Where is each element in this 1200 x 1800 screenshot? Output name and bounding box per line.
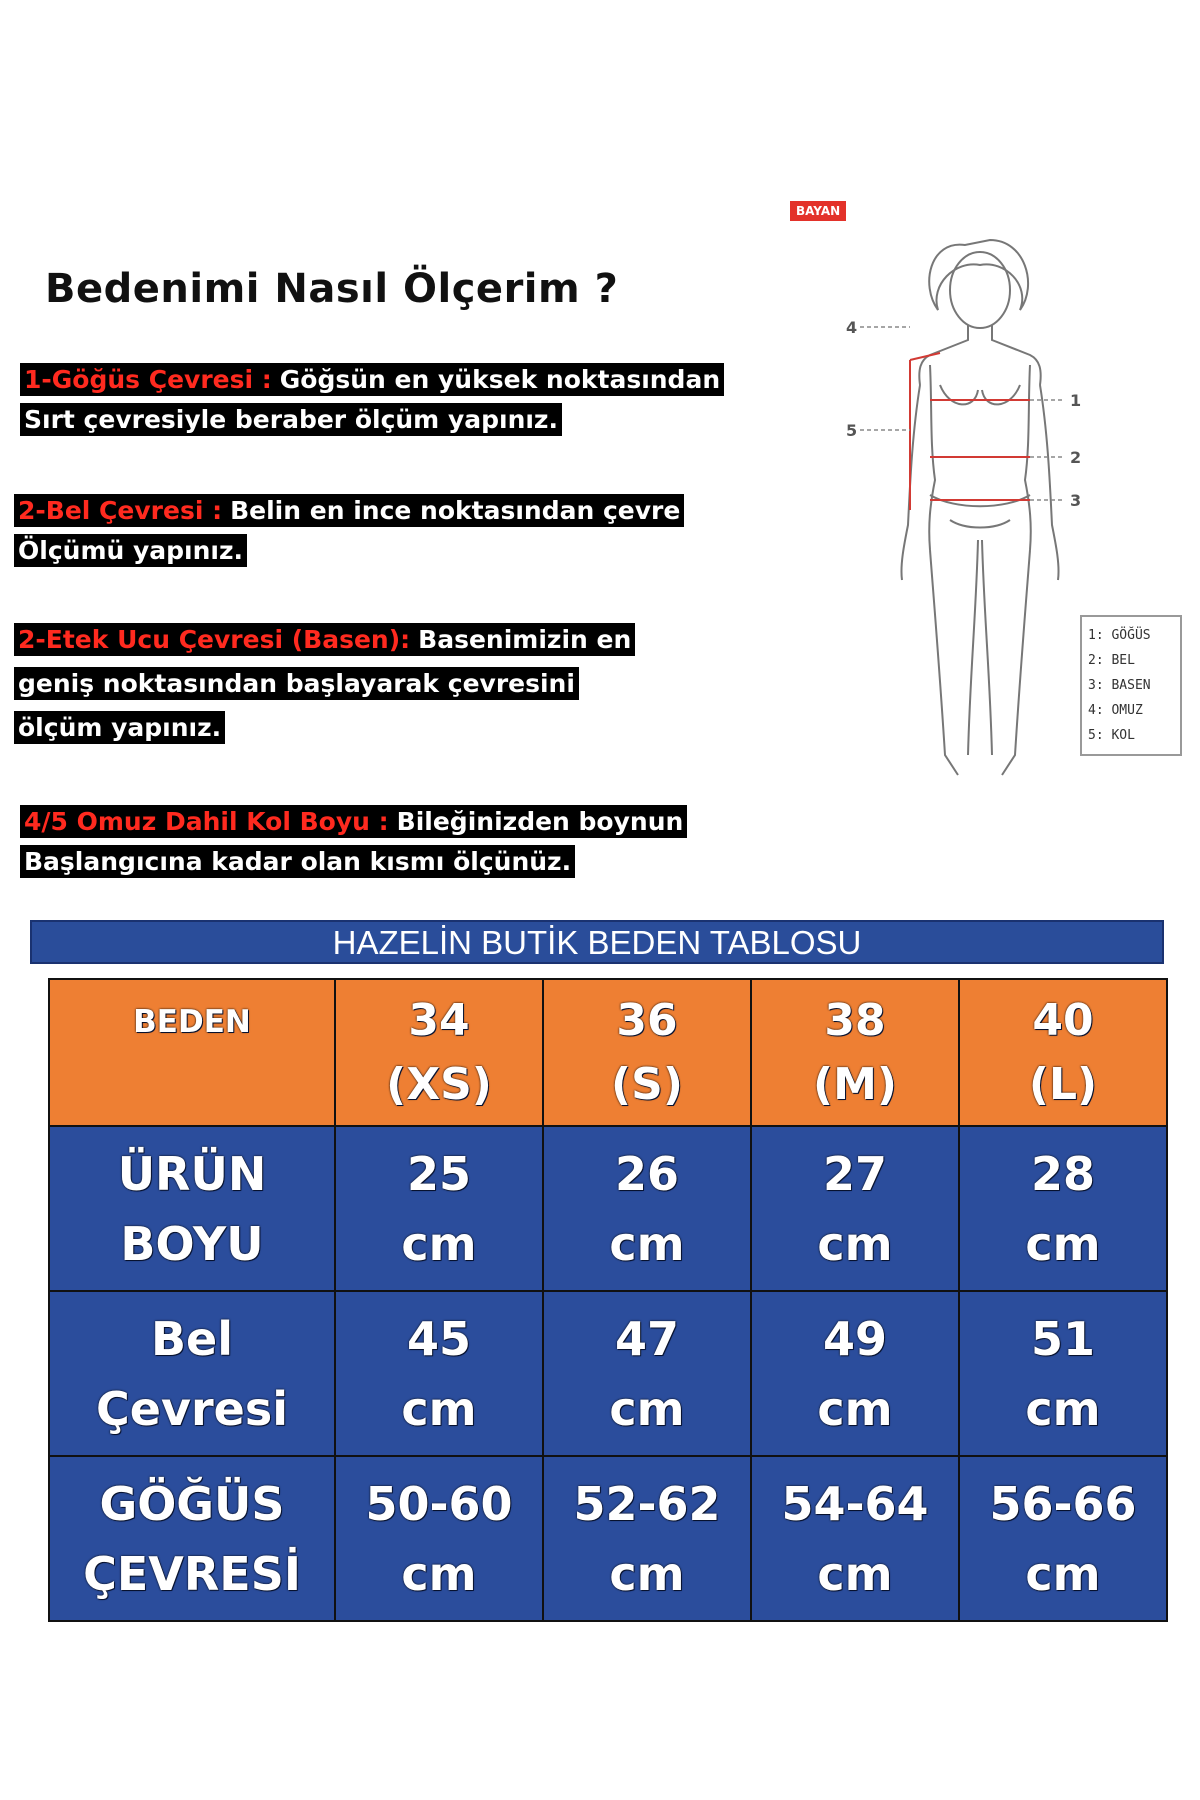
- table-cell: 45 cm: [335, 1291, 543, 1456]
- instruction-label: 2-Etek Ucu Çevresi (Basen):: [14, 623, 414, 656]
- instruction-text: ölçüm yapınız.: [14, 711, 225, 744]
- legend-item: 5: KOL: [1088, 728, 1135, 743]
- instruction-text: Belin en ince noktasından çevre: [226, 494, 684, 527]
- size-header-cell: 38 (M): [751, 979, 959, 1126]
- instruction-sleeve: [20, 802, 687, 882]
- legend-item: 4: OMUZ: [1088, 703, 1143, 718]
- instruction-label: 4/5 Omuz Dahil Kol Boyu :: [20, 805, 393, 838]
- table-cell: 50-60 cm: [335, 1456, 543, 1621]
- marker-chest: 1: [1070, 391, 1082, 410]
- table-cell: 54-64 cm: [751, 1456, 959, 1621]
- table-cell: 26 cm: [543, 1126, 751, 1291]
- table-cell: 47 cm: [543, 1291, 751, 1456]
- table-cell: 25 cm: [335, 1126, 543, 1291]
- size-header-cell: 36 (S): [543, 979, 751, 1126]
- legend-item: 2: BEL: [1088, 653, 1135, 668]
- instruction-hip: [14, 620, 635, 748]
- instruction-label: 1-Göğüs Çevresi :: [20, 363, 276, 396]
- table-cell: 28 cm: [959, 1126, 1167, 1291]
- body-measurement-figure: [780, 195, 1180, 795]
- instruction-text: Basenimizin en: [414, 623, 635, 656]
- marker-sleeve: 5: [846, 421, 858, 440]
- instruction-text: Bileğinizden boynun: [393, 805, 688, 838]
- table-cell: 27 cm: [751, 1126, 959, 1291]
- size-header-cell: 34 (XS): [335, 979, 543, 1126]
- marker-waist: 2: [1070, 448, 1082, 467]
- measurement-legend: [1080, 615, 1182, 756]
- table-cell: 51 cm: [959, 1291, 1167, 1456]
- table-cell: 49 cm: [751, 1291, 959, 1456]
- instruction-text: Göğsün en yüksek noktasından: [276, 363, 724, 396]
- size-table: [48, 978, 1168, 1622]
- marker-shoulder: 4: [846, 318, 858, 337]
- instruction-text: Sırt çevresiyle beraber ölçüm yapınız.: [20, 403, 562, 436]
- table-row: [49, 1456, 1167, 1621]
- table-cell: 52-62 cm: [543, 1456, 751, 1621]
- row-label: ÜRÜN BOYU: [49, 1126, 335, 1291]
- legend-item: 1: GÖĞÜS: [1088, 628, 1151, 643]
- table-row: [49, 1291, 1167, 1456]
- instruction-text: geniş noktasından başlayarak çevresini: [14, 667, 579, 700]
- legend-item: 3: BASEN: [1088, 678, 1151, 693]
- table-cell: 56-66 cm: [959, 1456, 1167, 1621]
- instruction-chest: [20, 360, 724, 440]
- size-header-row: [49, 979, 1167, 1126]
- size-header-cell: 40 (L): [959, 979, 1167, 1126]
- instruction-label: 2-Bel Çevresi :: [14, 494, 226, 527]
- instruction-text: Başlangıcına kadar olan kısmı ölçünüz.: [20, 845, 575, 878]
- instruction-text: Ölçümü yapınız.: [14, 534, 247, 567]
- instruction-waist: [14, 491, 684, 571]
- page-title: Bedenimi Nasıl Ölçerim ?: [45, 266, 619, 312]
- table-row: [49, 1126, 1167, 1291]
- row-label: Bel Çevresi: [49, 1291, 335, 1456]
- size-table-banner: HAZELİN BUTİK BEDEN TABLOSU: [30, 920, 1164, 964]
- gender-badge: BAYAN: [790, 201, 846, 221]
- size-header-label: BEDEN: [49, 979, 335, 1126]
- row-label: GÖĞÜS ÇEVRESİ: [49, 1456, 335, 1621]
- marker-hip: 3: [1070, 491, 1082, 510]
- body-outline-illustration: [780, 195, 1080, 795]
